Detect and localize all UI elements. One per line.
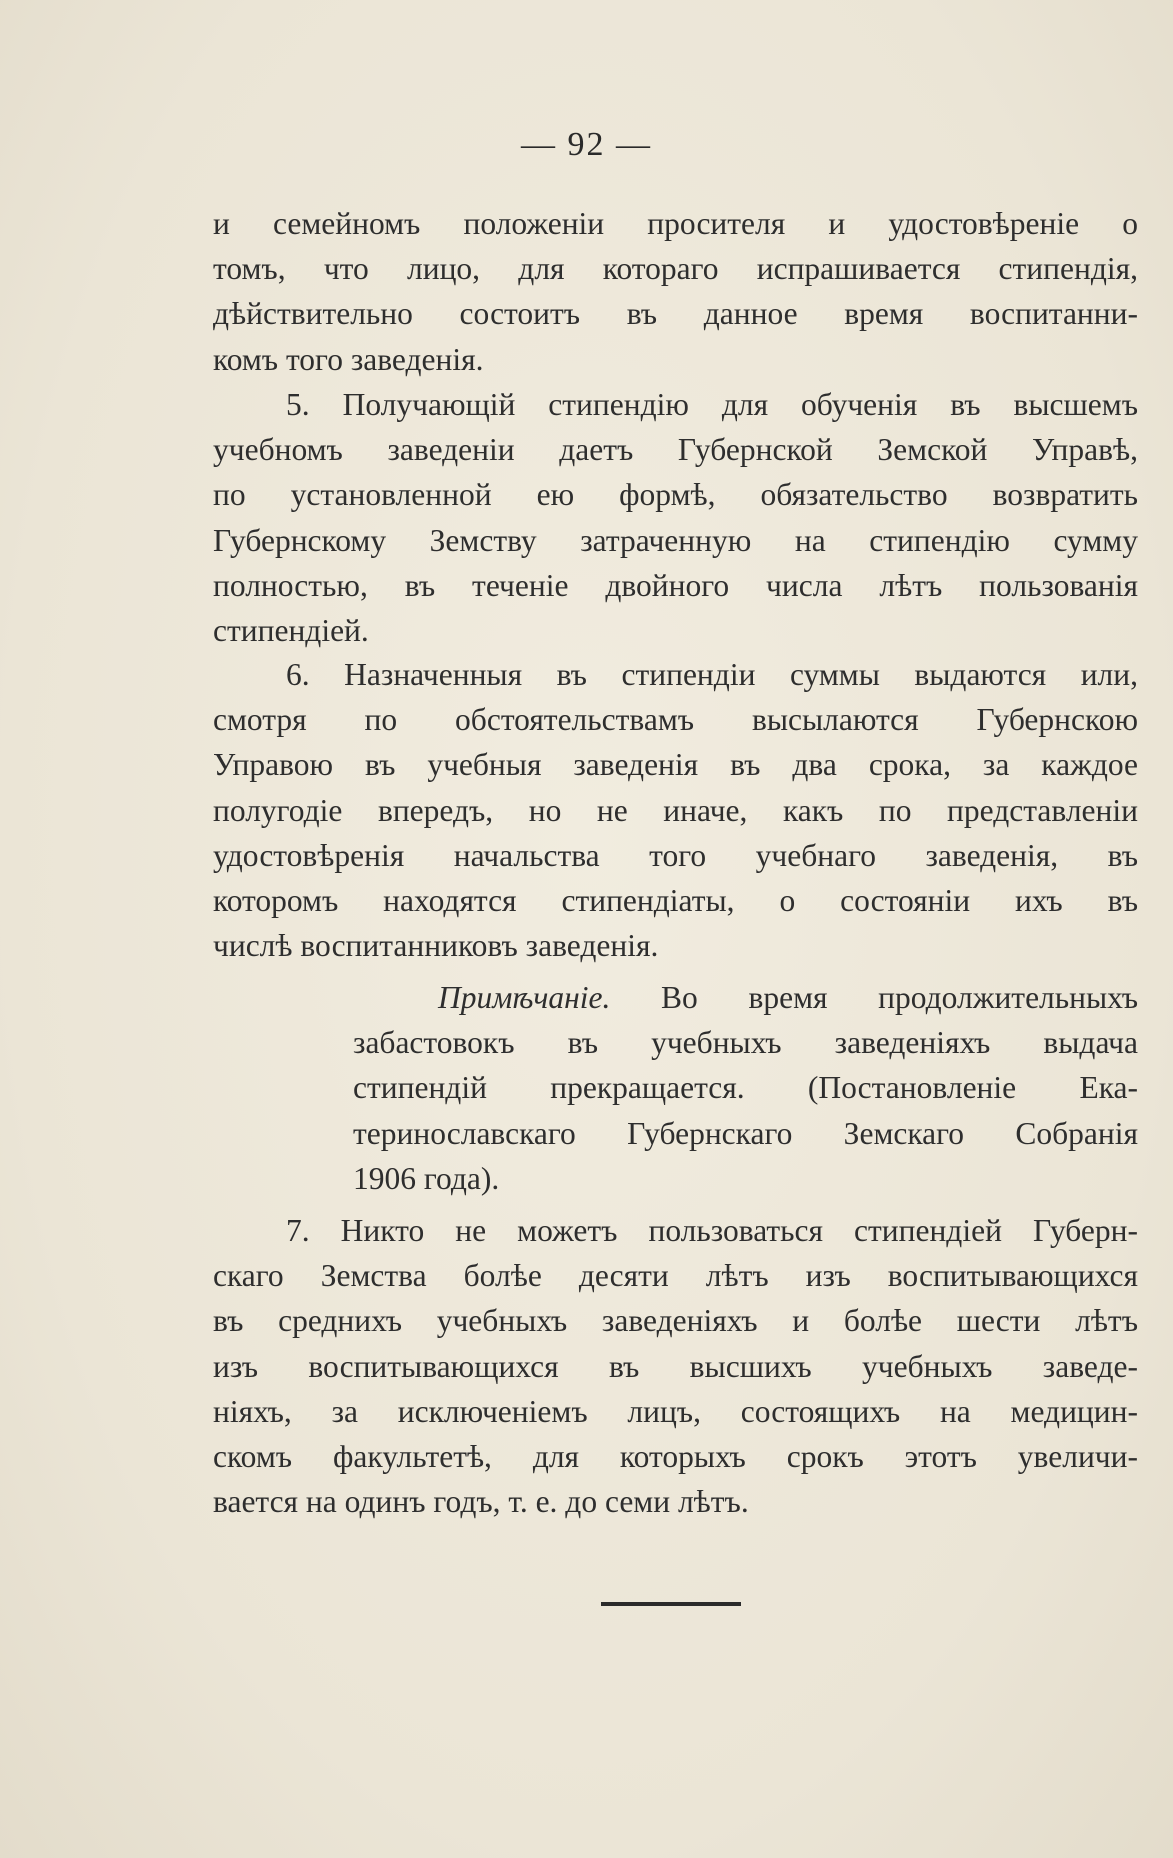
text-line: стипендіей. [213,613,369,649]
note-label: Примѣчаніе. [438,980,611,1015]
end-rule [601,1602,741,1606]
text-line: Губернскому Земству затраченную на стипендію сумму [213,522,1138,558]
text-line: скаго Земства болѣе десяти лѣтъ изъ воспитывающихся [213,1258,1138,1294]
text-line: и семейномъ положеніи просителя и удостовѣреніе о [213,206,1138,241]
text-line: 5. Получающій стипендію для обученія въ высшемъ [286,387,1138,422]
page-number: — 92 — [521,126,652,163]
text-line: забастовокъ въ учебныхъ заведеніяхъ выдача [353,1025,1138,1061]
text-line: 7. Никто не можетъ пользоваться стипендіей Губерн- [286,1213,1138,1248]
text-line: по установленной ею формѣ, обязательство возвратить [213,477,1138,513]
text-fragment: Во время продолжительныхъ [661,980,1139,1015]
paragraph-7 [213,1208,1138,1524]
text-line: смотря по обстоятельствамъ высылаются Губернскою [213,702,1138,738]
text-line: дѣйствительно состоитъ въ данное время воспитанни- [213,296,1138,332]
text-line: комъ того заведенія. [213,341,484,377]
note-paragraph [353,975,1138,1201]
text-line: Управою въ учебныя заведенія въ два срока, за каждое [213,747,1138,783]
text-line: которомъ находятся стипендіаты, о состояніи ихъ въ [213,883,1138,919]
paragraph-continuation [213,201,1138,382]
text-line: стипендій прекращается. (Постановленіе Ека- [353,1070,1138,1106]
paragraph-5 [213,382,1138,653]
text-line: изъ воспитывающихся въ высшихъ учебныхъ заведе- [213,1348,1138,1384]
text-line: удостовѣренія начальства того учебнаго заведенія, въ [213,837,1138,873]
text-line: скомъ факультетѣ, для которыхъ срокъ этотъ увеличи- [213,1439,1138,1475]
text-line: полугодіе впередъ, но не иначе, какъ по представленіи [213,792,1138,828]
text-line: 6. Назначенныя въ стипендіи суммы выдаются или, [286,657,1138,692]
text-line: теринославскаго Губернскаго Земскаго Собранія [353,1115,1138,1151]
text-line: томъ, что лицо, для котораго испрашивается стипендія, [213,251,1138,287]
note-first-line [353,975,1138,1020]
text-line: учебномъ заведеніи даетъ Губернской Земской Управѣ, [213,432,1138,468]
text-line: ніяхъ, за исключеніемъ лицъ, состоящихъ на медицин- [213,1393,1138,1429]
paragraph-6 [213,652,1138,968]
text-line: въ среднихъ учебныхъ заведеніяхъ и болѣе шести лѣтъ [213,1303,1138,1339]
text-line: полностью, въ теченіе двойного числа лѣтъ пользованія [213,567,1138,603]
text-line: числѣ воспитанниковъ заведенія. [213,928,659,964]
text-line: 1906 года). [353,1160,500,1196]
text-line: вается на одинъ годъ, т. е. до семи лѣтъ. [213,1484,749,1520]
